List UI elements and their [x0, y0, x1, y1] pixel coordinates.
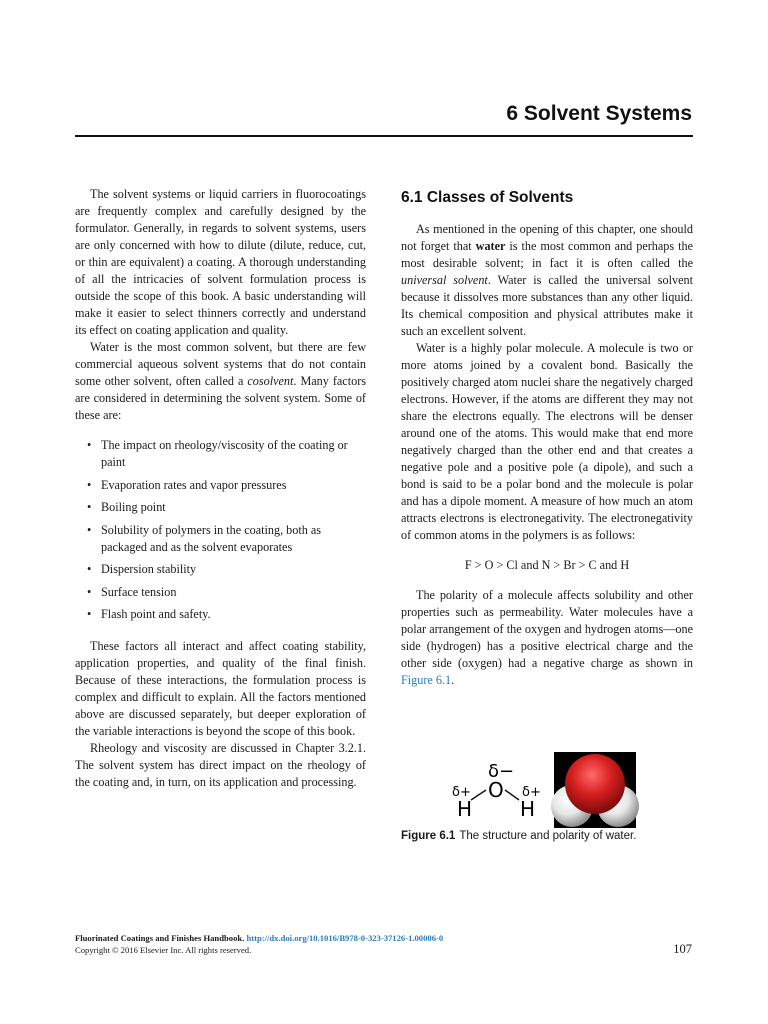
list-item: [75, 584, 366, 601]
section-heading: 6.1 Classes of Solvents: [401, 189, 574, 206]
doi-link[interactable]: http://dx.doi.org/10.1016/B978-0-323-37126-1.00006-0: [246, 933, 444, 943]
polarity-paragraph: [401, 340, 693, 544]
water-paragraph: [75, 339, 366, 424]
list-item-text: Surface tension: [101, 584, 177, 599]
universal-solvent-paragraph: [401, 221, 693, 340]
figure-caption-text: The structure and polarity of water.: [459, 830, 637, 842]
list-item-text: Boiling point: [101, 500, 166, 514]
water-molecule-diagram: [448, 752, 648, 828]
footer: [75, 932, 443, 956]
bullet-icon: •: [87, 607, 92, 621]
left-bond: [471, 790, 486, 800]
universal-text-a: As mentioned in the opening of this chapter, one should not forget that: [401, 222, 693, 253]
universal-text-c: . Water is called the universal solvent because it dissolves more substances than any other liquid. Its chemical composition and physical attributes make it such an excellent solvent.: [401, 273, 693, 338]
left-column: [75, 186, 366, 791]
page-number: 107: [673, 942, 692, 956]
water-term: water: [475, 239, 506, 253]
hydrogen-left-label: H: [457, 797, 473, 821]
list-item-text: Flash point and safety.: [101, 607, 211, 621]
hydrogen-right-label: H: [520, 797, 536, 821]
interactions-paragraph: [75, 638, 366, 740]
cosolvent-term: cosolvent: [247, 374, 294, 388]
intro-paragraph: [75, 186, 366, 339]
list-item-text: Dispersion stability: [101, 562, 197, 576]
interactions-text: These factors all interact and affect coating stability, application properties, and quality of the final finish. Because of these interactions, the formulation process is complex and difficult to explain. All the factors mentioned above are discussed separately, but deeper exploration of the variable interactions is beyond the scope of this book.: [75, 639, 366, 738]
book-title: Fluorinated Coatings and Finishes Handbook.: [75, 933, 245, 943]
intro-text: The solvent systems or liquid carriers in fluorocoatings are frequently complex and carefully designed by the formulator. Generally, in regards to solvent systems, users are only concerned with how to dilute (dilute, reduce, cut, or thin are equivalent) a coating. A thorough understanding of all the intricacies of solvent formulation process is outside the scope of this book. A basic understanding will make it easier to select thinners correctly and understand its effect on coating application and quality.: [75, 187, 366, 337]
permeability-text-a: The polarity of a molecule affects solubility and other properties such as permeability. Water molecules have a polar arrangement of the oxygen and hydrogen atoms—one side (hydrogen) has a positive electrical charge and the other side (oxygen) had a negative charge as shown in: [401, 588, 693, 670]
copyright: Copyright © 2016 Elsevier Inc. All rights reserved.: [75, 945, 252, 955]
list-item: [75, 561, 366, 578]
oxygen-sphere: [565, 754, 625, 814]
universal-solvent-term: universal solvent: [401, 273, 488, 287]
figure-link[interactable]: Figure 6.1: [401, 673, 452, 687]
polarity-text: Water is a highly polar molecule. A molecule is two or more atoms joined by a covalent bond. Basically the positively charged atom nuclei share the negatively charged electrons. However, if the atoms are different they may not share the electrons equally. The electrons will be denser around one of the atoms. This would make that end more negatively charged than the other end and that creates a negative pole and a positive pole (a dipole), and such a bond is said to be a polar bond and the molecule is polar and has a dipole moment. A measure of how much an atom attracts electrons is electronegativity. The electronegativity of common atoms in the polymers is as follows:: [401, 341, 693, 542]
list-item: [75, 606, 366, 623]
list-item-text: The impact on rheology/viscosity of the coating or paint: [101, 438, 348, 469]
list-item: [75, 437, 366, 471]
permeability-text-b: .: [451, 673, 455, 687]
list-item-text: Solubility of polymers in the coating, both as packaged and as the solvent evaporates: [101, 522, 322, 554]
water-text-b: . Many factors are considered in determining the solvent system. Some of these are:: [75, 374, 366, 422]
bullet-icon: •: [87, 500, 92, 514]
bullet-icon: •: [87, 477, 92, 492]
list-item-text: Evaporation rates and vapor pressures: [101, 477, 287, 492]
bullet-icon: •: [87, 562, 92, 576]
factor-list: [75, 437, 366, 623]
header-rule: [75, 135, 693, 137]
list-item: [75, 477, 366, 494]
water-figure: [448, 752, 648, 828]
delta-plus-right: δ+: [522, 785, 541, 800]
bullet-icon: •: [87, 584, 92, 599]
water-text-a: Water is the most common solvent, but there are few commercial aqueous solvent systems that do not contain some other solvent, often called a: [75, 340, 366, 388]
right-bond: [505, 790, 519, 800]
figure-caption: [401, 830, 636, 842]
footer-citation: [75, 932, 443, 944]
electronegativity-equation: F > O > Cl and N > Br > C and H: [464, 558, 630, 572]
rheology-paragraph: [75, 740, 366, 791]
oxygen-label: O: [488, 778, 504, 802]
bullet-icon: •: [87, 438, 92, 452]
list-item: [75, 522, 366, 556]
permeability-paragraph: [401, 587, 693, 689]
rheology-text: Rheology and viscosity are discussed in Chapter 3.2.1. The solvent system has direct impact on the rheology of the coating and, in turn, on its application and processing.: [75, 741, 366, 789]
delta-plus-left: δ+: [452, 785, 471, 800]
universal-text-b: is the most common and perhaps the most desirable solvent; in fact it is often called the: [401, 239, 693, 270]
figure-caption-label: Figure 6.1: [401, 830, 456, 842]
bullet-icon: •: [87, 522, 92, 537]
right-column: [401, 221, 693, 689]
list-item: [75, 499, 366, 516]
chapter-title: 6 Solvent Systems: [506, 102, 692, 125]
delta-minus-label: δ−: [488, 761, 515, 782]
